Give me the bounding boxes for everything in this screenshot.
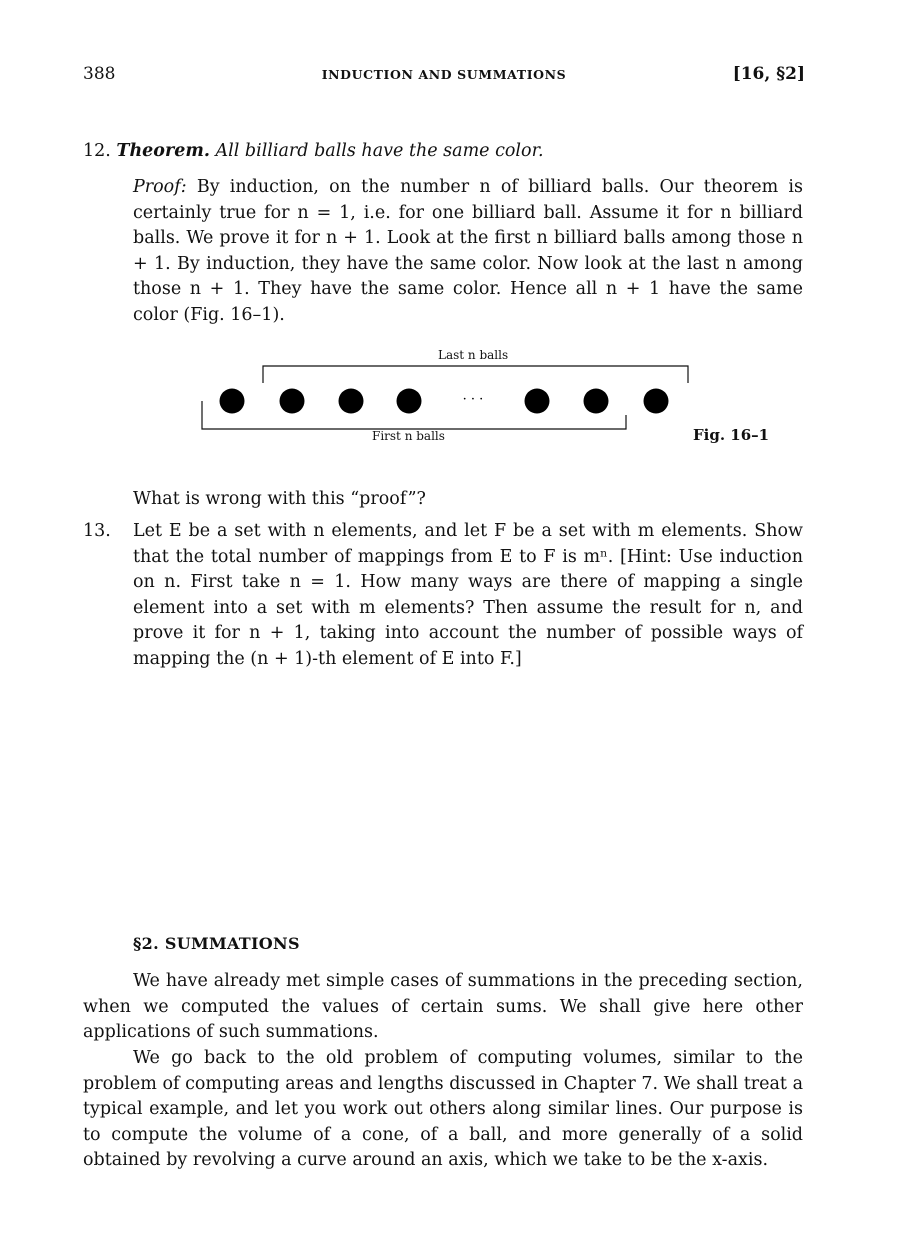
paragraph-2-text: We go back to the old problem of computing volumes, similar to the problem of computing areas and lengths discussed in Chapter 7. We shall treat a typical example, and let you work out others along similar lines. Our purpose is to compute the volume of a cone, of a ball, and more generally of a solid obtained by revolving a curve around an axis, which we take to be the x-axis. [83, 1048, 803, 1171]
theorem-label: Theorem. [116, 141, 210, 161]
ball [339, 389, 364, 414]
ellipsis: · · · [462, 392, 484, 407]
exercise-13-text: Let E be a set with n elements, and let F be a set with m elements. Show that the total number of mappings from E to F is mⁿ. [Hint: Use induction on n. First take n = 1. How many ways are there of mapping a single element into a set with m elements? Then assume the result for n, and prove it for n + 1, taking into account the number of possible ways of mapping the (n + 1)-th element of E into F.] [133, 521, 803, 669]
last-n-balls-label: Last n balls [438, 348, 509, 362]
section-paragraph-1 [83, 969, 803, 1046]
exercise-number: 12. [83, 141, 111, 161]
paragraph-1-text: We have already met simple cases of summations in the preceding section, when we computed the values of certain sums. We shall give here other applications of such summations. [83, 971, 803, 1043]
exercise-12-question: What is wrong with this “proof”? [133, 489, 426, 509]
proof-paragraph [133, 175, 803, 329]
exercise-13 [83, 519, 803, 673]
ball [525, 389, 550, 414]
proof-label: Proof: [133, 177, 187, 197]
ball [584, 389, 609, 414]
exercise-number: 13. [83, 521, 111, 541]
figure-billiard-balls [190, 343, 800, 453]
running-header [83, 64, 805, 88]
exercise-12-theorem [83, 139, 803, 165]
theorem-statement: All billiard balls have the same color. [215, 141, 544, 161]
ball [397, 389, 422, 414]
running-title: INDUCTION AND SUMMATIONS [321, 67, 567, 82]
last-n-bracket [263, 366, 688, 383]
page-number: 388 [83, 64, 116, 84]
section-heading: §2. SUMMATIONS [133, 934, 300, 953]
proof-text: By induction, on the number n of billiard balls. Our theorem is certainly true for n = 1, i.e. for one billiard ball. Assume it for n billiard balls. We prove it for n + 1. Look at the first n billiard balls among those n + 1. By induction, they have the same color. Now look at the last n among those n + 1. They have the same color. Hence all n + 1 have the same color (Fig. 16–1). [133, 177, 803, 325]
section-reference: [16, §2] [732, 64, 805, 84]
figure-caption: Fig. 16–1 [693, 426, 770, 444]
ball [644, 389, 669, 414]
ball [220, 389, 245, 414]
first-n-balls-label: First n balls [372, 429, 445, 443]
section-paragraph-2 [83, 1046, 803, 1174]
ball [280, 389, 305, 414]
